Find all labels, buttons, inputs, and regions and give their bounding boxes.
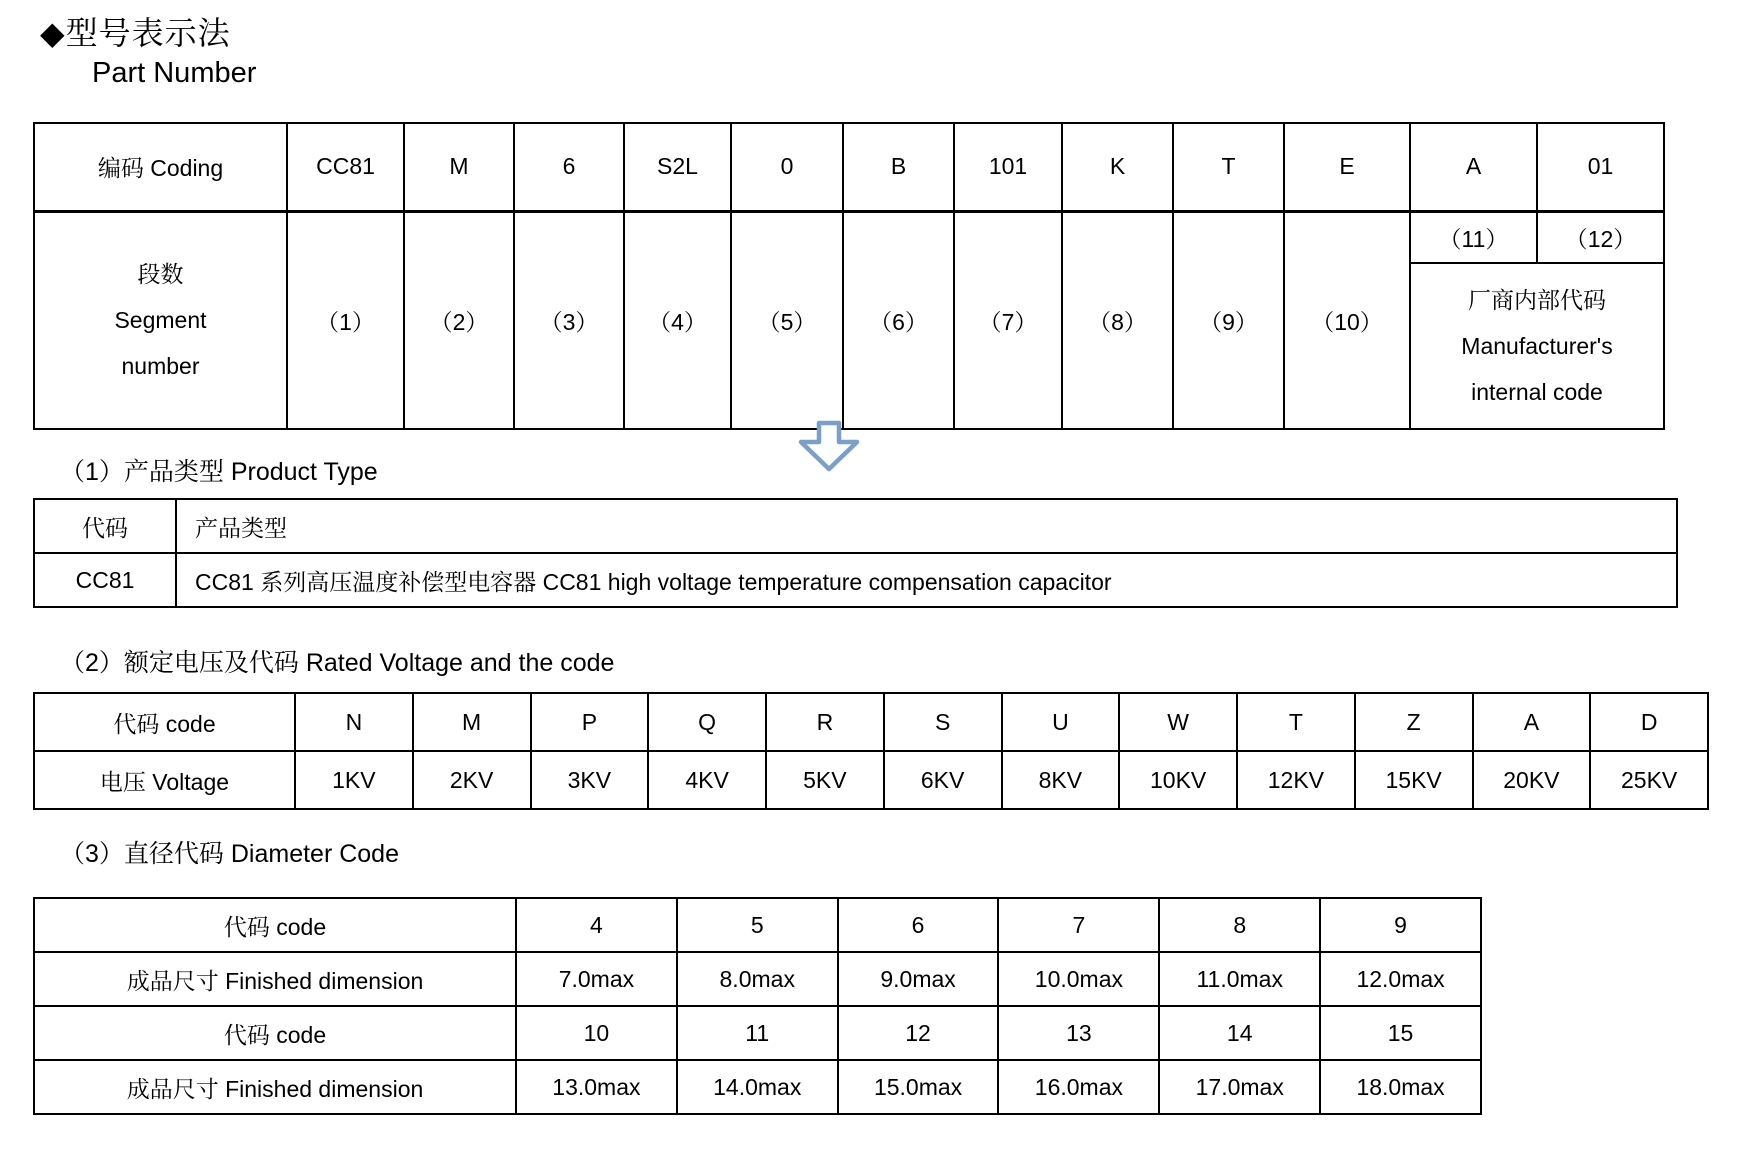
- diameter-code-cell: 13: [998, 1006, 1159, 1060]
- diameter-code-row-label: 代码 code: [34, 1006, 516, 1060]
- diameter-code-cell: 15: [1320, 1006, 1481, 1060]
- diameter-code-cell: 14: [1159, 1006, 1320, 1060]
- dimension-cell: 7.0max: [516, 952, 677, 1006]
- voltage-value-cell: 10KV: [1119, 751, 1237, 809]
- dimension-cell: 8.0max: [677, 952, 838, 1006]
- diameter-code-cell: 7: [998, 898, 1159, 952]
- down-arrow-shape: [801, 423, 857, 469]
- table-row: [34, 952, 1481, 1006]
- coding-cell: A: [1410, 123, 1537, 211]
- dimension-cell: 16.0max: [998, 1060, 1159, 1114]
- coding-cell: S2L: [624, 123, 731, 211]
- table-row: [34, 693, 1708, 751]
- voltage-code-cell: U: [1002, 693, 1120, 751]
- voltage-value-cell: 2KV: [413, 751, 531, 809]
- coding-cell: T: [1173, 123, 1284, 211]
- dimension-cell: 13.0max: [516, 1060, 677, 1114]
- segment-cell: （5）: [731, 211, 843, 429]
- segment-cell: （11）: [1410, 211, 1537, 263]
- type-header-cell: 产品类型: [176, 499, 1677, 553]
- voltage-value-cell: 4KV: [648, 751, 766, 809]
- dimension-cell: 11.0max: [1159, 952, 1320, 1006]
- voltage-code-cell: W: [1119, 693, 1237, 751]
- section-heading-diameter-code: （3）直径代码 Diameter Code: [60, 840, 399, 868]
- diameter-code-cell: 4: [516, 898, 677, 952]
- dimension-cell: 14.0max: [677, 1060, 838, 1114]
- voltage-code-cell: Z: [1355, 693, 1473, 751]
- segment-cell: （1）: [287, 211, 404, 429]
- down-arrow-icon: [797, 420, 861, 472]
- rated-voltage-table: [33, 692, 1709, 810]
- segment-cell: （7）: [954, 211, 1062, 429]
- voltage-value-cell: 1KV: [295, 751, 413, 809]
- section-heading-rated-voltage: （2）额定电压及代码 Rated Voltage and the code: [60, 649, 615, 677]
- part-number-table: [33, 122, 1665, 430]
- dimension-cell: 17.0max: [1159, 1060, 1320, 1114]
- page-title-en: Part Number: [92, 57, 257, 89]
- segment-cell: （2）: [404, 211, 514, 429]
- coding-cell: CC81: [287, 123, 404, 211]
- dimension-cell: 15.0max: [838, 1060, 999, 1114]
- voltage-value-cell: 15KV: [1355, 751, 1473, 809]
- voltage-value-cell: 8KV: [1002, 751, 1120, 809]
- manufacturer-code-en: Manufacturer's: [1461, 333, 1613, 359]
- manufacturer-code-en: internal code: [1471, 379, 1603, 405]
- voltage-code-cell: T: [1237, 693, 1355, 751]
- diameter-code-table: [33, 897, 1482, 1115]
- diameter-code-cell: 11: [677, 1006, 838, 1060]
- coding-cell: 6: [514, 123, 624, 211]
- segment-cell: （10）: [1284, 211, 1410, 429]
- segment-label-en: number: [121, 353, 200, 380]
- diameter-code-cell: 6: [838, 898, 999, 952]
- product-type-table: [33, 498, 1678, 608]
- table-row: [34, 211, 1664, 263]
- diameter-code-cell: 9: [1320, 898, 1481, 952]
- voltage-code-cell: P: [531, 693, 649, 751]
- voltage-code-cell: M: [413, 693, 531, 751]
- diameter-code-cell: 12: [838, 1006, 999, 1060]
- manufacturer-code-cell: [1410, 263, 1664, 429]
- segment-label-en: Segment: [114, 307, 207, 334]
- coding-cell: E: [1284, 123, 1410, 211]
- table-row: [34, 1006, 1481, 1060]
- voltage-code-cell: S: [884, 693, 1002, 751]
- segment-cell: （3）: [514, 211, 624, 429]
- coding-row-label: 编码 Coding: [34, 123, 287, 211]
- table-row: [34, 553, 1677, 607]
- voltage-code-cell: N: [295, 693, 413, 751]
- coding-cell: 101: [954, 123, 1062, 211]
- voltage-code-row-label: 代码 code: [34, 693, 295, 751]
- voltage-value-cell: 3KV: [531, 751, 649, 809]
- segment-cell: （6）: [843, 211, 954, 429]
- voltage-value-cell: 6KV: [884, 751, 1002, 809]
- diameter-code-cell: 8: [1159, 898, 1320, 952]
- table-row: [34, 123, 1664, 211]
- dimension-cell: 12.0max: [1320, 952, 1481, 1006]
- voltage-value-cell: 25KV: [1590, 751, 1708, 809]
- coding-cell: M: [404, 123, 514, 211]
- section-heading-product-type: （1）产品类型 Product Type: [60, 458, 378, 486]
- segment-row-label: [34, 211, 287, 429]
- page-title: ◆型号表示法: [40, 15, 231, 51]
- voltage-code-cell: D: [1590, 693, 1708, 751]
- dimension-row-label: 成品尺寸 Finished dimension: [34, 952, 516, 1006]
- manufacturer-code-zh: 厂商内部代码: [1468, 287, 1606, 313]
- coding-cell: K: [1062, 123, 1173, 211]
- table-row: [34, 1060, 1481, 1114]
- segment-label-zh: 段数: [137, 261, 184, 288]
- coding-cell: 01: [1537, 123, 1664, 211]
- voltage-code-cell: R: [766, 693, 884, 751]
- voltage-code-cell: Q: [648, 693, 766, 751]
- diameter-code-row-label: 代码 code: [34, 898, 516, 952]
- table-row: [34, 751, 1708, 809]
- coding-cell: 0: [731, 123, 843, 211]
- type-value-cell: CC81 系列高压温度补偿型电容器 CC81 high voltage temperature compensation capacitor: [176, 553, 1677, 607]
- code-header-cell: 代码: [34, 499, 176, 553]
- segment-cell: （8）: [1062, 211, 1173, 429]
- segment-cell: （9）: [1173, 211, 1284, 429]
- voltage-value-cell: 20KV: [1473, 751, 1591, 809]
- voltage-code-cell: A: [1473, 693, 1591, 751]
- voltage-value-cell: 12KV: [1237, 751, 1355, 809]
- coding-cell: B: [843, 123, 954, 211]
- table-row: [34, 499, 1677, 553]
- diameter-code-cell: 10: [516, 1006, 677, 1060]
- segment-cell: （4）: [624, 211, 731, 429]
- voltage-value-cell: 5KV: [766, 751, 884, 809]
- voltage-row-label: 电压 Voltage: [34, 751, 295, 809]
- code-value-cell: CC81: [34, 553, 176, 607]
- dimension-cell: 18.0max: [1320, 1060, 1481, 1114]
- dimension-cell: 10.0max: [998, 952, 1159, 1006]
- diameter-code-cell: 5: [677, 898, 838, 952]
- dimension-row-label: 成品尺寸 Finished dimension: [34, 1060, 516, 1114]
- segment-cell: （12）: [1537, 211, 1664, 263]
- table-row: [34, 898, 1481, 952]
- dimension-cell: 9.0max: [838, 952, 999, 1006]
